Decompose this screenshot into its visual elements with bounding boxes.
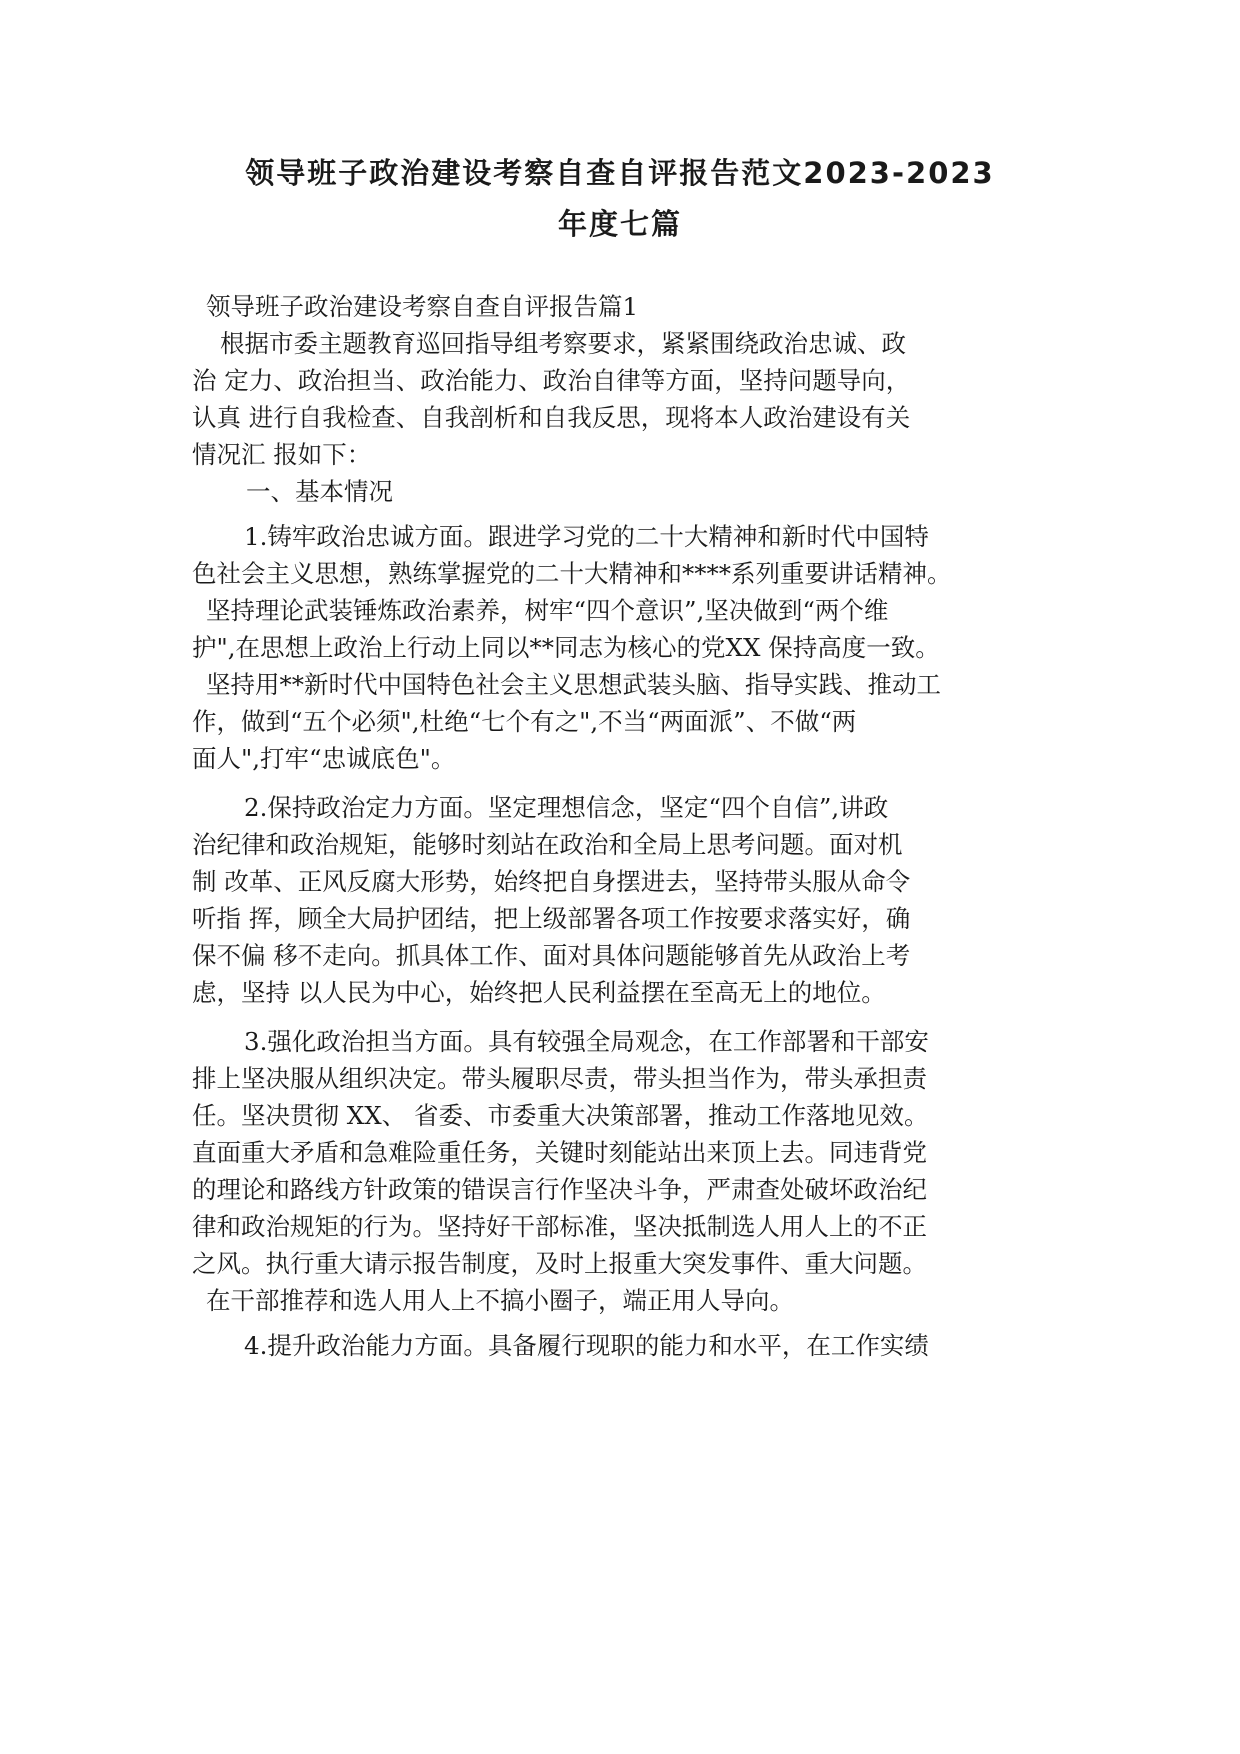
paragraph-line: 护",在思想上政治上行动上同以**同志为核心的党XX 保持高度一致。 <box>192 633 940 662</box>
paragraph-line: 作，做到“五个必须",杜绝“七个有之",不当“两面派”、不做“两 <box>192 707 857 736</box>
paragraph-line: 听指 挥，顾全大局护团结，把上级部署各项工作按要求落实好，确 <box>192 904 911 933</box>
document-title-line-2: 年度七篇 <box>557 207 682 241</box>
document-body <box>192 288 1052 1364</box>
paragraph-political-ability <box>192 1327 1052 1364</box>
paragraph-line: 律和政治规矩的行为。坚持好干部标准，坚决抵制选人用人上的不正 <box>192 1212 927 1241</box>
paragraph-political-resolve <box>192 789 1052 1011</box>
paragraph-political-loyalty <box>192 518 1052 777</box>
paragraph-line: 1.铸牢政治忠诚方面。跟进学习党的二十大精神和新时代中国特 <box>244 522 929 551</box>
section-heading: 一、基本情况 <box>246 477 393 506</box>
paragraph-political-responsibility <box>192 1023 1052 1319</box>
paragraph-line: 虑，坚持 以人民为中心，始终把人民利益摆在至高无上的地位。 <box>192 978 886 1007</box>
paragraph-line: 色社会主义思想，熟练掌握党的二十大精神和****系列重要讲话精神。 <box>192 559 952 588</box>
paragraph-line: 面人",打牢“忠诚底色"。 <box>192 744 456 773</box>
section-title: 领导班子政治建设考察自查自评报告篇1 <box>206 292 639 321</box>
paragraph-line: 根据市委主题教育巡回指导组考察要求，紧紧围绕政治忠诚、政 <box>220 329 906 358</box>
paragraph-line: 情况汇 报如下： <box>192 440 372 469</box>
paragraph-line: 之风。执行重大请示报告制度，及时上报重大突发事件、重大问题。 <box>192 1249 927 1278</box>
paragraph-line: 4.提升政治能力方面。具备履行现职的能力和水平，在工作实绩 <box>244 1331 929 1360</box>
paragraph-line: 治纪律和政治规矩，能够时刻站在政治和全局上思考问题。面对机 <box>192 830 903 859</box>
paragraph-line: 认真 进行自我检查、自我剖析和自我反思，现将本人政治建设有关 <box>192 403 911 432</box>
paragraph-line: 坚持用**新时代中国特色社会主义思想武装头脑、指导实践、推动工 <box>206 670 941 699</box>
paragraph-line: 任。坚决贯彻 XX、 省委、市委重大决策部署，推动工作落地见效。 <box>192 1101 929 1130</box>
paragraph-line: 的理论和路线方针政策的错误言行作坚决斗争，严肃查处破坏政治纪 <box>192 1175 927 1204</box>
paragraph-line: 在干部推荐和选人用人上不搞小圈子，端正用人导向。 <box>206 1286 794 1315</box>
paragraph-line: 制 改革、正风反腐大形势，始终把自身摆进去，坚持带头服从命令 <box>192 867 911 896</box>
intro-paragraph <box>192 325 1052 473</box>
paragraph-line: 排上坚决服从组织决定。带头履职尽责，带头担当作为，带头承担责 <box>192 1064 927 1093</box>
paragraph-line: 2.保持政治定力方面。坚定理想信念，坚定“四个自信”,讲政 <box>244 793 889 822</box>
paragraph-line: 坚持理论武装锤炼政治素养，树牢“四个意识”,坚决做到“两个维 <box>206 596 889 625</box>
paragraph-line: 3.强化政治担当方面。具有较强全局观念，在工作部署和干部安 <box>244 1027 929 1056</box>
paragraph-line: 治 定力、政治担当、政治能力、政治自律等方面，坚持问题导向， <box>192 366 911 395</box>
paragraph-line: 直面重大矛盾和急难险重任务，关键时刻能站出来顶上去。同违背党 <box>192 1138 927 1167</box>
document-title-line-1: 领导班子政治建设考察自查自评报告范文2023-2023 <box>245 156 995 190</box>
paragraph-line: 保不偏 移不走向。抓具体工作、面对具体问题能够首先从政治上考 <box>192 941 911 970</box>
